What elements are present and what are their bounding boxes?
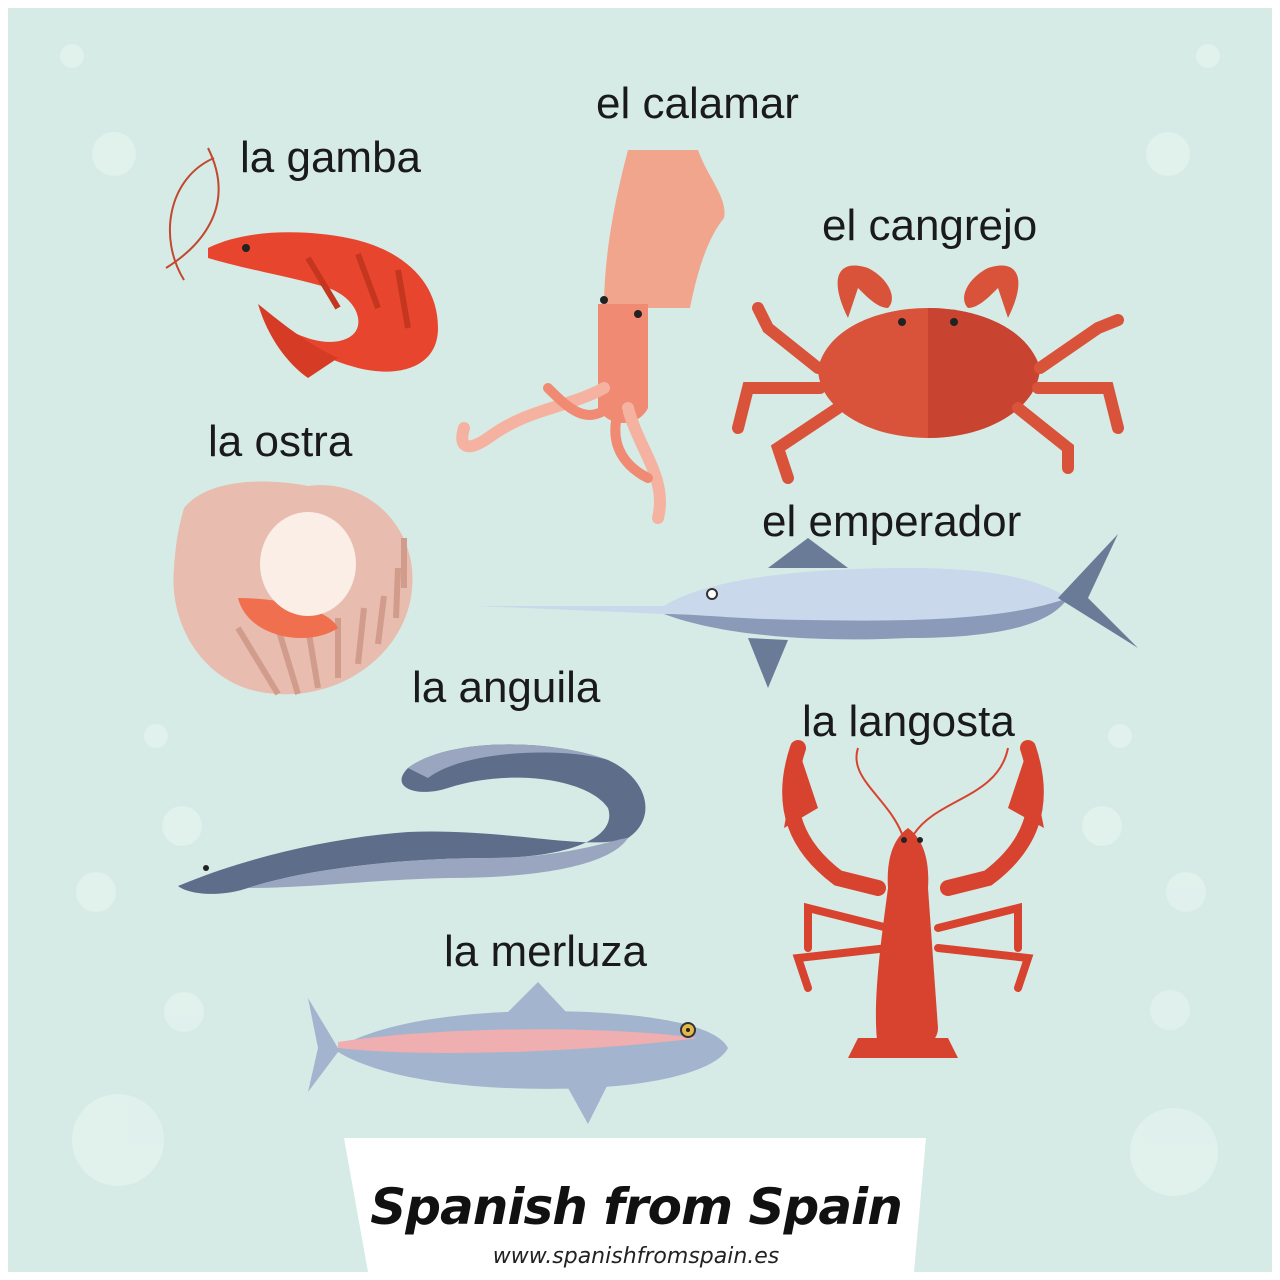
crab-illustration <box>738 265 1118 478</box>
poster <box>8 8 1272 1272</box>
scallop-illustration <box>173 481 412 694</box>
label-la-ostra: la ostra <box>208 417 353 466</box>
illustration-canvas <box>8 8 1272 1272</box>
label-la-anguila: la anguila <box>412 663 601 712</box>
squid-illustration <box>462 150 724 518</box>
label-el-calamar: el calamar <box>596 79 799 128</box>
label-el-emperador: el emperador <box>762 497 1022 546</box>
label-el-cangrejo: el cangrejo <box>822 201 1038 250</box>
label-la-gamba: la gamba <box>240 133 422 182</box>
label-la-merluza: la merluza <box>444 927 647 976</box>
banner-url: www.spanishfromspain.es <box>492 1244 780 1269</box>
lobster-illustration <box>784 748 1044 1058</box>
label-la-langosta: la langosta <box>802 697 1015 746</box>
eel-illustration <box>178 744 645 894</box>
shrimp-illustration <box>166 148 438 378</box>
hake-illustration <box>308 982 728 1124</box>
banner-title: Spanish from Spain <box>370 1178 902 1236</box>
